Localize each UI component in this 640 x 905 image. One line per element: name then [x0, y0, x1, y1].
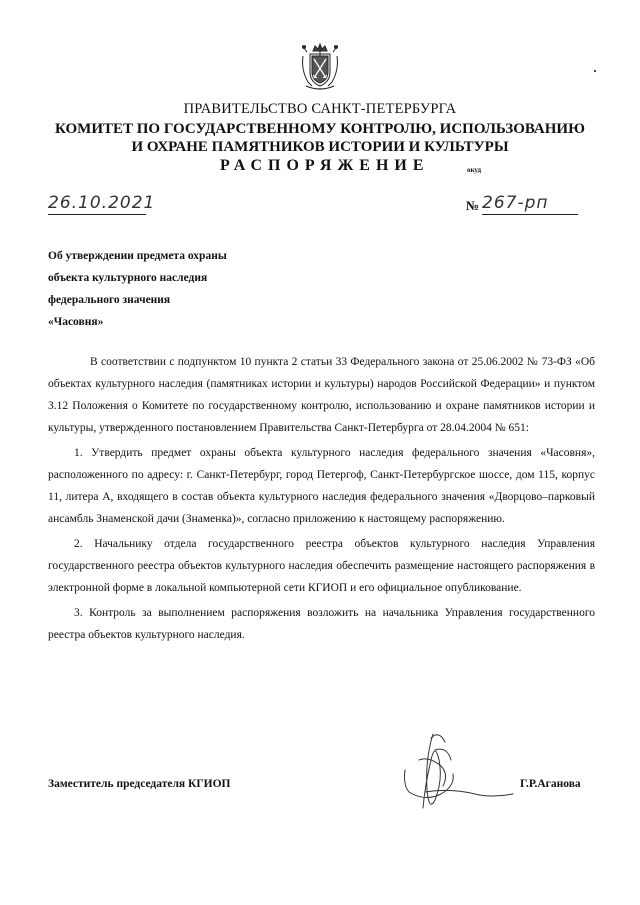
- document-number: 267-рп: [482, 192, 578, 215]
- committee-name: [0, 120, 640, 156]
- signer-position: Заместитель председателя КГИОП: [48, 778, 231, 790]
- clause-2: 2. Начальнику отдела государственного реестра объектов культурного наследия Управления государственного реестра объектов культурного наследия обеспечить размещение настоящего распоряжения в электронной форме в локальной компьютерной сети КГИОП и его официальное опубликование.: [48, 538, 595, 594]
- committee-line-1: КОМИТЕТ ПО ГОСУДАРСТВЕННОМУ КОНТРОЛЮ, ИСПОЛЬЗОВАНИЮ: [55, 121, 585, 137]
- okud-label: окуд: [467, 166, 482, 174]
- subject-line: объекта культурного наследия: [48, 272, 208, 284]
- number-label: №: [466, 198, 480, 213]
- spb-coat-of-arms-icon: [300, 42, 340, 92]
- handwritten-signature: [395, 730, 515, 820]
- subject-line: Об утверждении предмета охраны: [48, 250, 227, 262]
- clause-1: 1. Утвердить предмет охраны объекта культурного наследия федерального значения «Часовня», расположенного по адресу: г. Санкт-Петербург, город Петергоф, Санкт-Петербургское шоссе, дом 115, корпус 11, литера А, входящего в состав объекта культурного наследия федерального значения «Дворцово–парковый ансамбль Знаменской дачи (Знаменка)», согласно приложению к настоящему распоряжению.: [48, 447, 595, 525]
- document-date: 26.10.2021: [48, 193, 156, 213]
- scan-speck: [594, 70, 596, 72]
- government-name: ПРАВИТЕЛЬСТВО САНКТ-ПЕТЕРБУРГА: [183, 101, 457, 117]
- preamble-paragraph: В соответствии с подпунктом 10 пункта 2 статьи 33 Федерального закона от 25.06.2002 № 73-ФЗ «Об объектах культурного наследия (памятниках истории и культуры) народов Российской Федерации» и пунктом 3.12 Положения о Комитете по государственному контролю, использованию и охране памятников истории и культуры, утвержденного постановлением Правительства Санкт-Петербурга от 28.04.2004 № 651:: [48, 356, 595, 434]
- committee-line-2: И ОХРАНЕ ПАМЯТНИКОВ ИСТОРИИ И КУЛЬТУРЫ: [131, 139, 509, 155]
- subject-line: федерального значения: [48, 294, 171, 306]
- document-subject: [48, 250, 227, 338]
- subject-line: «Часовня»: [48, 316, 104, 328]
- signer-name: Г.Р.Аганова: [520, 778, 581, 790]
- document-body: [48, 351, 595, 646]
- document-type: РАСПОРЯЖЕНИЕ: [220, 157, 430, 174]
- clause-3: 3. Контроль за выполнением распоряжения возложить на начальника Управления государственного реестра объектов культурного наследия.: [48, 607, 595, 641]
